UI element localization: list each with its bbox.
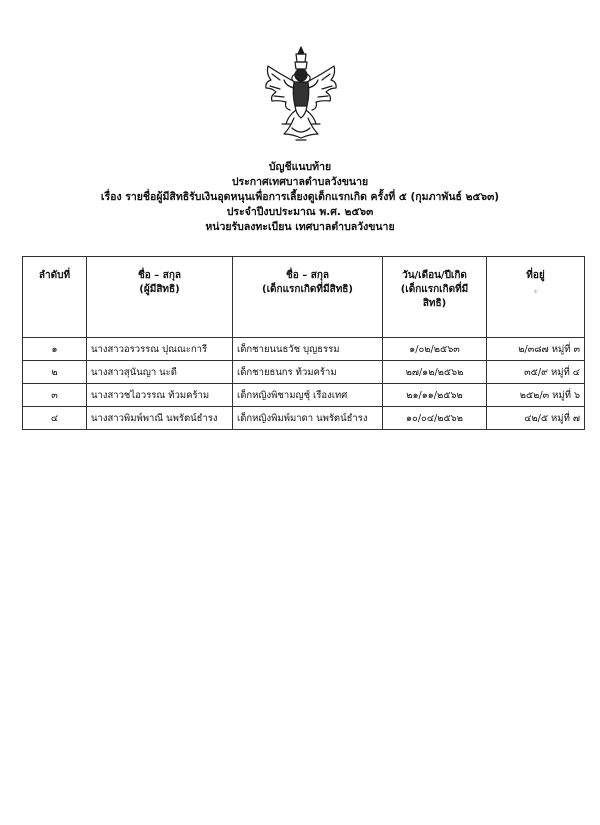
table-header-row — [23, 257, 585, 338]
cell-dob: ๒๑/๑๑/๒๕๖๒ — [383, 384, 487, 407]
table-row — [23, 407, 585, 430]
cell-parent: นางสาวชไอวรรณ ท้วมคร้าม — [87, 384, 233, 407]
cell-address: ๒๕๒/๓ หมู่ที่ ๖ — [487, 384, 585, 407]
header-no — [23, 257, 87, 338]
cell-dob: ๑/๐๒/๒๕๖๓ — [383, 338, 487, 361]
header-address — [487, 257, 585, 338]
garuda-emblem-icon — [262, 44, 340, 146]
cell-address: ๔๒/๕ หมู่ที่ ๗ — [487, 407, 585, 430]
cell-child: เด็กชายธนกร ท้วมคร้าม — [233, 361, 383, 384]
header-line-fiscal-year: ประจำปีงบประมาณ พ.ศ. ๒๕๖๓ — [226, 206, 374, 218]
header-no-label: ลำดับที่ — [38, 270, 71, 281]
cell-dob: ๒๗/๑๒/๒๕๖๒ — [383, 361, 487, 384]
cell-child: เด็กหญิงพิมพ์มาดา นพรัตน์ธำรง — [233, 407, 383, 430]
header-child — [233, 257, 383, 338]
cell-address: ๒/๓๘๗ หมู่ที่ ๓ — [487, 338, 585, 361]
cell-parent: นางสาวพิมพ์พาณี นพรัตน์ธำรง — [87, 407, 233, 430]
table-row — [23, 384, 585, 407]
cell-no: ๓ — [23, 384, 87, 407]
cell-parent: นางสาวอรวรรณ ปุณณะการี — [87, 338, 233, 361]
cell-dob: ๑๐/๐๔/๒๕๖๒ — [383, 407, 487, 430]
faint-mark-icon: ✶ — [532, 288, 539, 296]
header-dob-note-2: สิทธิ) — [422, 298, 447, 309]
cell-no: ๑ — [23, 338, 87, 361]
table-row — [23, 361, 585, 384]
cell-no: ๔ — [23, 407, 87, 430]
header-line-registration-unit: หน่วยรับลงทะเบียน เทศบาลตำบลวังขนาย — [205, 221, 395, 233]
cell-parent: นางสาวสุนันญา นะดี — [87, 361, 233, 384]
cell-child: เด็กชายนนธวัช บุญธรรม — [233, 338, 383, 361]
header-dob-note-1: (เด็กแรกเกิดที่มี — [400, 284, 469, 295]
header-dob — [383, 257, 487, 338]
header-line-subject: เรื่อง รายชื่อผู้มีสิทธิรับเงินอุดหนุนเพื่อการเลี้ยงดูเด็กแรกเกิด ครั้งที่ ๕ (กุมภาพันธ์ ๒๕๖๓) — [100, 191, 500, 203]
beneficiary-table — [22, 256, 585, 430]
cell-child: เด็กหญิงพิชามญชุ์ เรืองเทศ — [233, 384, 383, 407]
header-dob-label: วัน/เดือน/ปีเกิด — [402, 270, 467, 281]
header-line-announcement: ประกาศเทศบาลตำบลวังขนาย — [231, 176, 369, 188]
header-child-name: ชื่อ – สกุล — [285, 270, 330, 281]
table-row — [23, 338, 585, 361]
header-parent-name: ชื่อ – สกุล — [137, 270, 182, 281]
document-header — [60, 160, 540, 235]
cell-address: ๓๕/๙ หมู่ที่ ๔ — [487, 361, 585, 384]
cell-no: ๒ — [23, 361, 87, 384]
header-line-annex: บัญชีแนบท้าย — [268, 161, 332, 173]
header-address-label: ที่อยู่ — [526, 270, 545, 281]
header-parent — [87, 257, 233, 338]
header-parent-note: (ผู้มีสิทธิ) — [139, 284, 180, 295]
header-child-note: (เด็กแรกเกิดที่มีสิทธิ) — [262, 284, 353, 295]
